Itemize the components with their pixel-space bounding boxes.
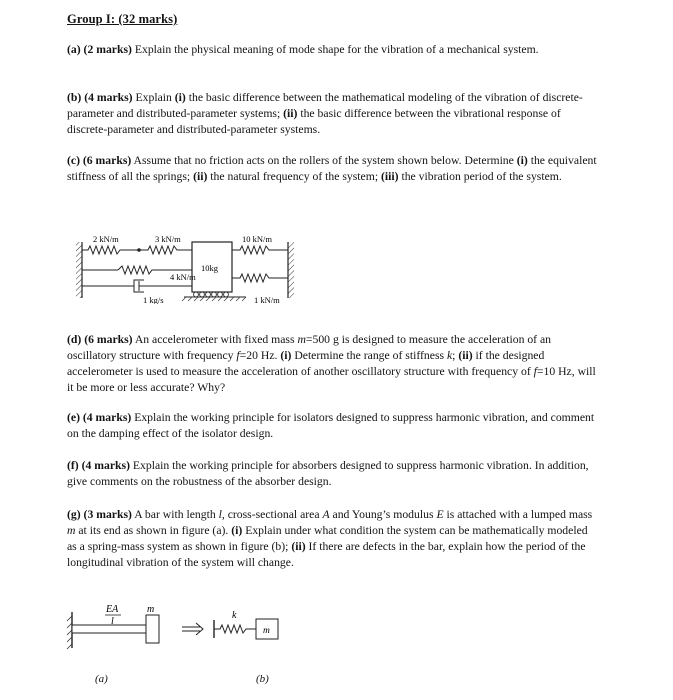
question-g-text: If there are defects in the bar, explain how the period of the longitudinal vibration of the system will change. [67, 540, 586, 569]
question-g-part-i: (i) [231, 524, 243, 537]
left-wall [76, 242, 82, 298]
question-d-text: if the designed accelerometer is used to measure the acceleration of another oscillatory structure with frequency of [67, 349, 545, 378]
question-e-text: Explain the working principle for isolators designed to suppress harmonic vibration, and comment on the damping effect of the isolator design. [67, 411, 595, 440]
symbol-e: E [436, 508, 444, 521]
question-g-text: A bar with length [131, 508, 219, 521]
question-c-text: the equivalent stiffness of all the springs; [67, 154, 597, 183]
roller [218, 292, 223, 297]
label-m-b: m [263, 626, 270, 636]
question-b-text: the basic difference between the mathematical modeling of the vibration of discrete-parameter and distributed-parameter systems; [67, 91, 583, 120]
question-b [67, 90, 597, 138]
spring-mass-damper-figure [76, 228, 306, 304]
question-g-text: , cross-sectional area [221, 508, 323, 521]
bar-mass-figure [62, 598, 332, 660]
question-d [67, 332, 597, 396]
question-d-text: Determine the range of stiffness [291, 349, 447, 362]
question-c-part-i: (i) [516, 154, 528, 167]
label-l: l [111, 616, 114, 627]
label-k: k [232, 610, 237, 621]
question-d-text: =20 Hz. [239, 349, 281, 362]
question-g-part-ii: (ii) [291, 540, 306, 553]
elastic-bar [72, 625, 146, 633]
lumped-mass-a [146, 615, 159, 643]
label-2kn: 2 kN/m [93, 234, 119, 244]
symbol-k: k [446, 349, 453, 362]
label-damper: 1 kg/s [143, 295, 164, 304]
question-f-label: (f) (4 marks) [67, 459, 130, 472]
question-d-text: An accelerometer with fixed mass [132, 333, 298, 346]
question-d-text: =10 Hz, will it be more or less accurate? Why? [67, 365, 596, 394]
question-d-text: =500 g is designed to measure the acceleration of an oscillatory structure with frequency [67, 333, 552, 362]
question-b-part-i: (i) [174, 91, 186, 104]
question-d-text: ; [452, 349, 459, 362]
bar-mass-diagram [62, 598, 332, 660]
spring-1kn [232, 274, 288, 282]
question-a-label: (a) (2 marks) [67, 43, 132, 56]
symbol-m: m [297, 333, 306, 346]
figure-caption-a: (a) [95, 673, 108, 685]
question-b-part-ii: (ii) [283, 107, 298, 120]
label-mass: 10kg [201, 263, 218, 273]
question-c-text: Assume that no friction acts on the rollers of the system shown below. Determine [131, 154, 517, 167]
question-f [67, 458, 597, 490]
label-m-a: m [147, 604, 155, 615]
spring-3kn [140, 246, 192, 254]
question-c [67, 153, 597, 185]
roller [212, 292, 217, 297]
symbol-f: f [236, 349, 240, 362]
spring-mass-damper-diagram [76, 228, 306, 304]
question-g-text: and Young’s modulus [329, 508, 437, 521]
label-3kn: 3 kN/m [155, 234, 181, 244]
spring-k [214, 625, 256, 633]
question-g [67, 507, 597, 571]
symbol-f: f [533, 365, 537, 378]
question-c-part-iii: (iii) [381, 170, 399, 183]
question-g-text: at its end as shown in figure (a). [75, 524, 232, 537]
symbol-l: l [218, 508, 222, 521]
question-c-label: (c) (6 marks) [67, 154, 132, 167]
question-b-label: (b) (4 marks) [67, 91, 133, 104]
roller [194, 292, 199, 297]
question-g-text: Explain under what condition the system can be mathematically modeled as a spring-mass system as shown in figure (b); [67, 524, 588, 553]
question-a [67, 42, 597, 58]
question-d-part-ii: (ii) [458, 349, 473, 362]
question-e [67, 410, 597, 442]
question-g-label: (g) (3 marks) [67, 508, 132, 521]
label-10kn: 10 kN/m [242, 234, 272, 244]
roller [206, 292, 211, 297]
roller [224, 292, 229, 297]
question-b-text: Explain [132, 91, 175, 104]
symbol-m: m [67, 524, 76, 537]
question-d-part-i: (i) [280, 349, 292, 362]
label-1kn: 1 kN/m [254, 295, 280, 304]
spring-2kn [82, 246, 138, 254]
question-c-part-ii: (ii) [193, 170, 208, 183]
question-f-text: Explain the working principle for absorbers designed to suppress harmonic vibration. In addition, give comments on the robustness of the absorber design. [67, 459, 589, 488]
question-d-label: (d) (6 marks) [67, 333, 133, 346]
implies-arrow [182, 623, 203, 635]
group-title: Group I: (32 marks) [67, 12, 178, 26]
roller [200, 292, 205, 297]
symbol-a: A [322, 508, 330, 521]
figure-caption-b: (b) [256, 673, 269, 685]
label-ea: EA [106, 604, 119, 615]
question-c-text: the natural frequency of the system; [207, 170, 381, 183]
question-a-text: Explain the physical meaning of mode shape for the vibration of a mechanical system. [131, 43, 539, 56]
question-e-label: (e) (4 marks) [67, 411, 132, 424]
right-wall [288, 242, 294, 298]
question-c-text: the vibration period of the system. [398, 170, 562, 183]
label-4kn: 4 kN/m [170, 272, 196, 282]
spring-10kn [232, 246, 288, 254]
question-b-text: the basic difference between the vibrational response of discrete-parameter and distributed-parameter systems. [67, 107, 561, 136]
question-g-text: is attached with a lumped mass [443, 508, 593, 521]
